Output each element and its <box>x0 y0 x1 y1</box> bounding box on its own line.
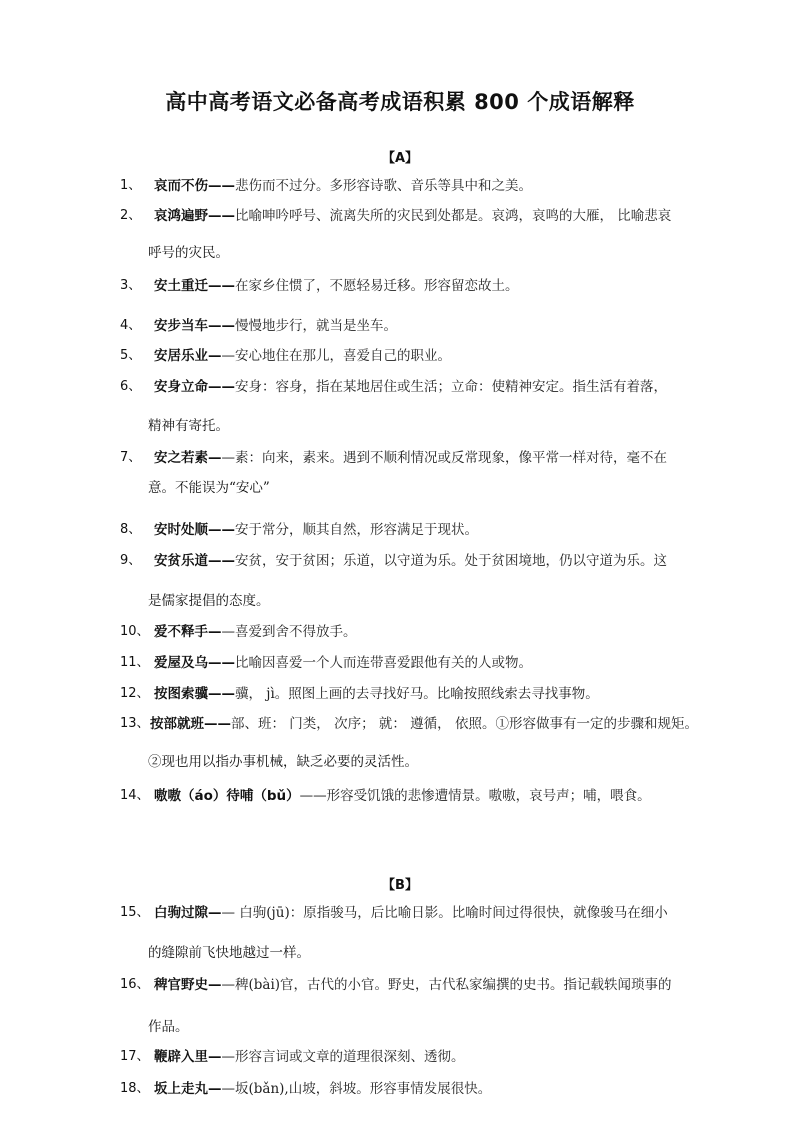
idiom-term: 安身立命—— <box>154 379 235 395</box>
entry-number: 1、 <box>120 178 142 193</box>
entry-number: 2、 <box>120 208 142 223</box>
idiom-term: 哀鸿遍野—— <box>154 208 235 224</box>
idiom-definition: 骥， jì。照图上画的去寻找好马。比喻按照线索去寻找事物。 <box>235 686 599 702</box>
idiom-term: 爱不释手— <box>154 624 222 640</box>
section-heading-a: 【A】 <box>381 151 419 166</box>
entry-number: 4、 <box>120 318 142 333</box>
idiom-definition: ——形容受饥饿的悲惨遭情景。嗷嗷，哀号声；哺，喂食。 <box>299 788 651 804</box>
idiom-definition: —坂(bǎn),山坡，斜坡。形容事情发展很快。 <box>221 1081 492 1097</box>
idiom-definition-continued: 作品。 <box>148 1019 189 1035</box>
idiom-definition-continued: 呼号的灾民。 <box>148 245 229 261</box>
idiom-definition: — 白驹(jū)：原指骏马，后比喻日影。比喻时间过得很快，就像骏马在细小 <box>221 905 668 921</box>
idiom-definition-continued: 的缝隙前飞快地越过一样。 <box>148 945 310 961</box>
idiom-term: 按部就班—— <box>150 716 231 732</box>
entry-number: 13、 <box>120 716 150 731</box>
idiom-definition: 安贫，安于贫困；乐道，以守道为乐。处于贫困境地，仍以守道为乐。这 <box>235 553 667 569</box>
idiom-term: 按图索骥—— <box>154 686 235 702</box>
idiom-definition: —形容言词或文章的道理很深刻、透彻。 <box>221 1049 465 1065</box>
idiom-term: 哀而不伤—— <box>154 178 235 194</box>
idiom-definition: —喜爱到舍不得放手。 <box>221 624 357 640</box>
idiom-term: 爱屋及乌—— <box>154 655 235 671</box>
idiom-definition: —素：向来，素来。遇到不顺利情况或反常现象，像平常一样对待，毫不在 <box>221 450 667 466</box>
entry-number: 15、 <box>120 905 150 920</box>
entry-number: 7、 <box>120 450 142 465</box>
idiom-definition: 安于常分，顺其自然，形容满足于现状。 <box>235 522 478 538</box>
entry-number: 14、 <box>120 788 150 803</box>
entry-number: 8、 <box>120 522 142 537</box>
entry-number: 6、 <box>120 379 142 394</box>
idiom-term: 稗官野史— <box>154 977 222 993</box>
entry-number: 10、 <box>120 624 150 639</box>
idiom-definition: —安心地住在那儿，喜爱自己的职业。 <box>221 348 451 364</box>
idiom-term: 白驹过隙— <box>154 905 222 921</box>
entry-number: 16、 <box>120 977 150 992</box>
idiom-definition-continued: ②现也用以指办事机械，缺乏必要的灵活性。 <box>148 754 418 770</box>
idiom-term: 安之若素— <box>154 450 222 466</box>
idiom-definition: 比喻呻吟呼号、流离失所的灾民到处都是。哀鸿，哀鸣的大雁， 比喻悲哀 <box>235 208 672 224</box>
entry-number: 18、 <box>120 1081 150 1096</box>
idiom-definition: —稗(bài)官，古代的小官。野史，古代私家编撰的史书。指记载轶闻琐事的 <box>221 977 672 993</box>
idiom-definition: 安身：容身，指在某地居住或生活；立命：使精神安定。指生活有着落， <box>235 379 667 395</box>
idiom-definition-continued: 意。不能误为“安心” <box>148 480 270 496</box>
entry-number: 12、 <box>120 686 150 701</box>
idiom-definition: 比喻因喜爱一个人而连带喜爱跟他有关的人或物。 <box>235 655 532 671</box>
idiom-term: 安土重迁—— <box>154 278 235 294</box>
idiom-term: 安贫乐道—— <box>154 553 235 569</box>
idiom-term: 安居乐业— <box>154 348 222 364</box>
entry-number: 11、 <box>120 655 150 670</box>
idiom-definition: 慢慢地步行，就当是坐车。 <box>235 318 397 334</box>
entry-number: 5、 <box>120 348 142 363</box>
idiom-term: 鞭辟入里— <box>154 1049 222 1065</box>
idiom-term: 安时处顺—— <box>154 522 235 538</box>
entry-number: 3、 <box>120 278 142 293</box>
idiom-term: 坂上走丸— <box>154 1081 222 1097</box>
idiom-definition-continued: 精神有寄托。 <box>148 418 229 434</box>
idiom-definition: 悲伤而不过分。多形容诗歌、音乐等具中和之美。 <box>235 178 532 194</box>
idiom-term: 安步当车—— <box>154 318 235 334</box>
page-title: 高中高考语文必备高考成语积累 800 个成语解释 <box>165 90 635 114</box>
idiom-definition: 部、班： 门类， 次序； 就： 遵循， 依照。①形容做事有一定的步骤和规矩。 <box>231 716 698 732</box>
idiom-term: 嗷嗷（áo）待哺（bǔ） <box>154 788 300 804</box>
entry-number: 9、 <box>120 553 142 568</box>
idiom-definition-continued: 是儒家提倡的态度。 <box>148 593 270 609</box>
idiom-definition: 在家乡住惯了，不愿轻易迁移。形容留恋故土。 <box>235 278 519 294</box>
section-heading-b: 【B】 <box>382 878 418 893</box>
entry-number: 17、 <box>120 1049 150 1064</box>
